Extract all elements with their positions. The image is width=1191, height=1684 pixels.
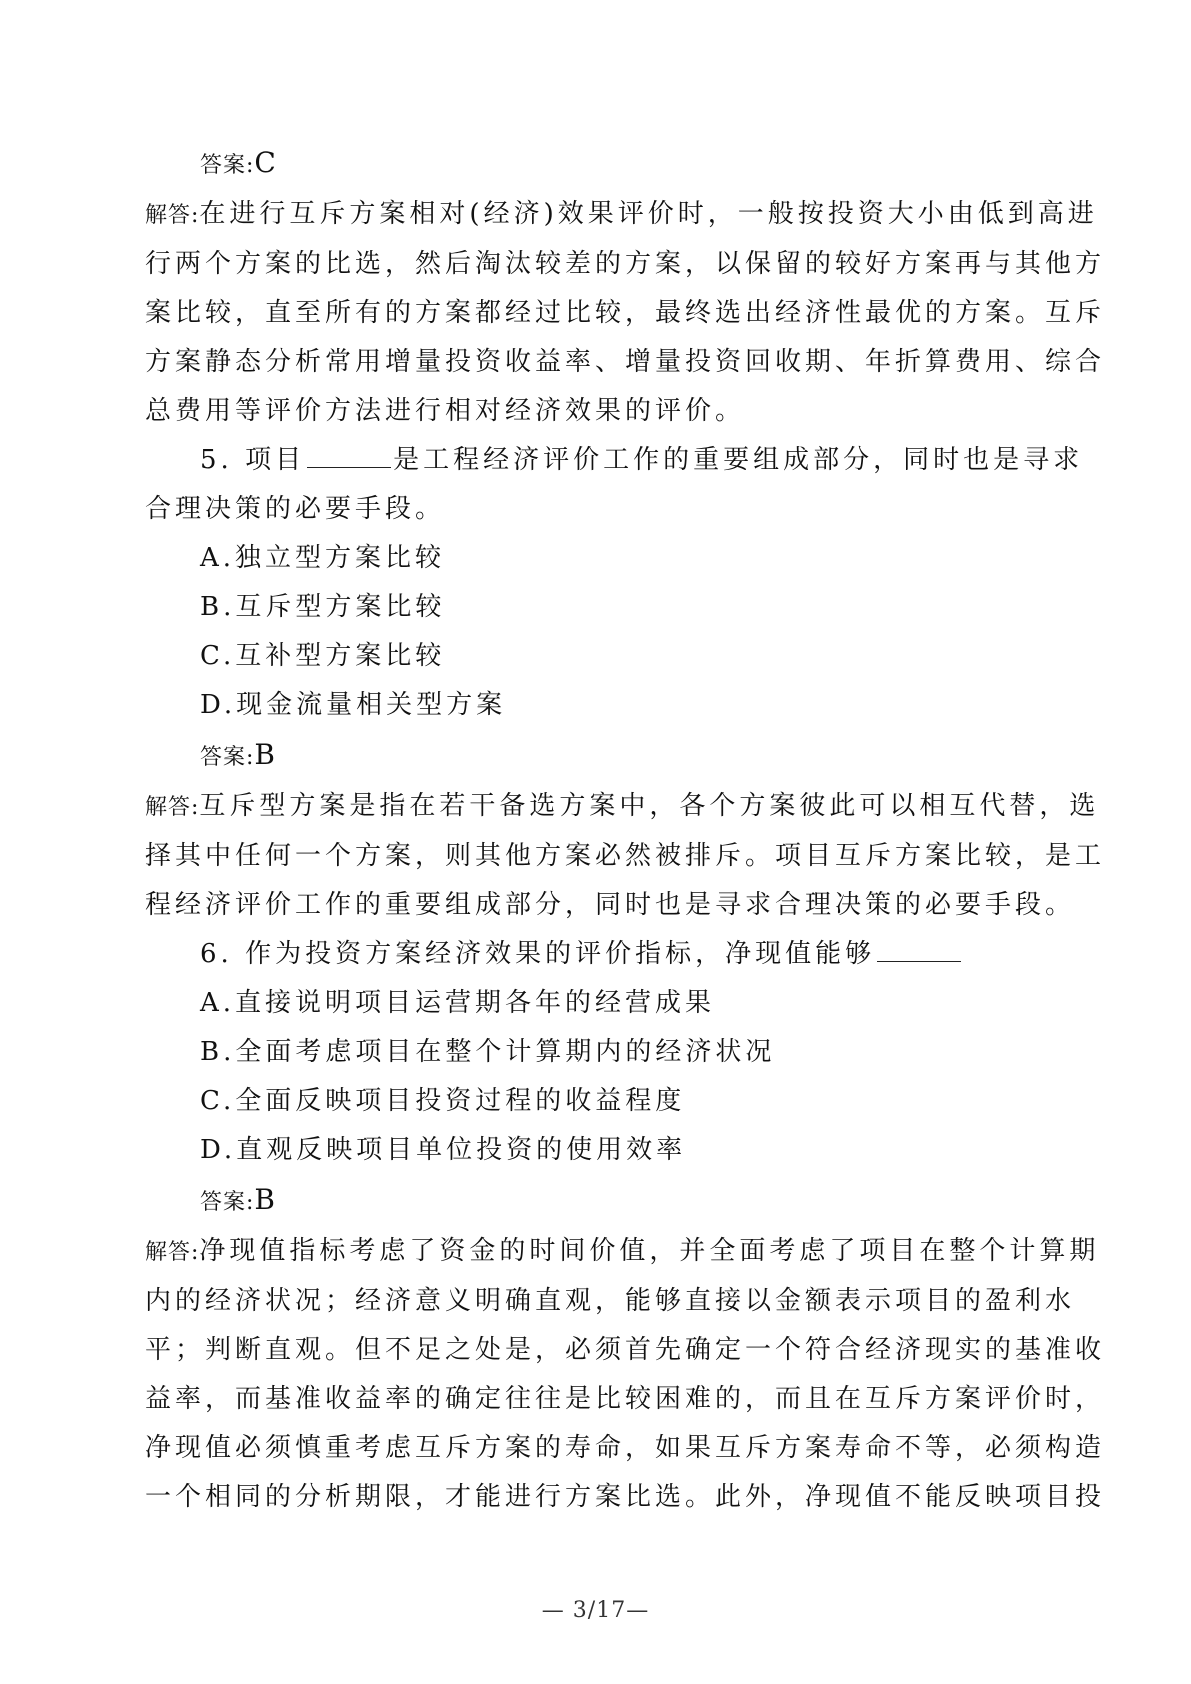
question-line bbox=[145, 436, 1084, 485]
explanation-line: 总费用等评价方法进行相对经济效果的评价。 bbox=[145, 396, 746, 426]
explanation-line: 行两个方案的比选，然后淘汰较差的方案，以保留的较好方案再与其他方 bbox=[145, 249, 1106, 279]
answer-line bbox=[145, 730, 1045, 782]
explanation-line: 益率，而基准收益率的确定往往是比较困难的，而且在互斥方案评价时， bbox=[145, 1384, 1106, 1414]
fill-in-blank bbox=[307, 445, 391, 468]
explanation-prefix: 解答: bbox=[145, 1240, 200, 1265]
explanation-line: 平；判断直观。但不足之处是，必须首先确定一个符合经济现实的基准收 bbox=[145, 1335, 1106, 1365]
option-a: A.独立型方案比较 bbox=[200, 543, 446, 573]
page-number: — 3/17— bbox=[541, 1598, 650, 1623]
fill-in-blank bbox=[877, 939, 961, 962]
answer-line bbox=[145, 1175, 1045, 1227]
explanation-line bbox=[145, 190, 1098, 240]
answer-prefix: 答案: bbox=[200, 153, 255, 178]
explanation-line: 案比较，直至所有的方案都经过比较，最终选出经济性最优的方案。互斥 bbox=[145, 298, 1106, 328]
option-c: C.互补型方案比较 bbox=[200, 641, 446, 671]
explanation-line: 择其中任何一个方案，则其他方案必然被排斥。项目互斥方案比较，是工 bbox=[145, 841, 1106, 871]
option-a: A.直接说明项目运营期各年的经营成果 bbox=[200, 988, 716, 1018]
option-b: B.全面考虑项目在整个计算期内的经济状况 bbox=[200, 1037, 776, 1067]
explanation-prefix: 解答: bbox=[145, 795, 200, 820]
answer-value: B bbox=[254, 1183, 275, 1216]
option-b: B.互斥型方案比较 bbox=[200, 592, 446, 622]
explanation-line: 程经济评价工作的重要组成部分，同时也是寻求合理决策的必要手段。 bbox=[145, 890, 1076, 920]
explanation-line: 内的经济状况；经济意义明确直观，能够直接以金额表示项目的盈利水 bbox=[145, 1286, 1076, 1316]
answer-prefix: 答案: bbox=[200, 1190, 255, 1215]
explanation-line bbox=[145, 1227, 1100, 1277]
explanation-prefix: 解答: bbox=[145, 203, 200, 228]
answer-prefix: 答案: bbox=[200, 745, 255, 770]
question-line bbox=[145, 930, 1045, 979]
option-c: C.全面反映项目投资过程的收益程度 bbox=[200, 1086, 686, 1116]
question-text: 5. 项目 bbox=[200, 445, 306, 475]
explanation-text: 在进行互斥方案相对(经济)效果评价时，一般按投资大小由低到高进 bbox=[199, 199, 1098, 229]
option-d: D.直观反映项目单位投资的使用效率 bbox=[200, 1135, 687, 1165]
explanation-line: 方案静态分析常用增量投资收益率、增量投资回收期、年折算费用、综合 bbox=[145, 347, 1106, 377]
answer-line bbox=[145, 138, 1045, 190]
answer-value: C bbox=[254, 146, 276, 179]
question-text: 是工程经济评价工作的重要组成部分，同时也是寻求 bbox=[393, 445, 1084, 475]
explanation-line: 净现值必须慎重考虑互斥方案的寿命，如果互斥方案寿命不等，必须构造 bbox=[145, 1433, 1106, 1463]
question-text: 6. 作为投资方案经济效果的评价指标，净现值能够 bbox=[200, 939, 876, 969]
explanation-text: 净现值指标考虑了资金的时间价值，并全面考虑了项目在整个计算期 bbox=[199, 1236, 1100, 1266]
page-content bbox=[145, 138, 1106, 1522]
explanation-text: 互斥型方案是指在若干备选方案中，各个方案彼此可以相互代替，选 bbox=[199, 791, 1100, 821]
explanation-line bbox=[145, 782, 1100, 832]
option-d: D.现金流量相关型方案 bbox=[200, 690, 507, 720]
question-line: 合理决策的必要手段。 bbox=[145, 494, 446, 524]
answer-value: B bbox=[254, 738, 275, 771]
explanation-line: 一个相同的分析期限，才能进行方案比选。此外，净现值不能反映项目投 bbox=[145, 1482, 1106, 1512]
